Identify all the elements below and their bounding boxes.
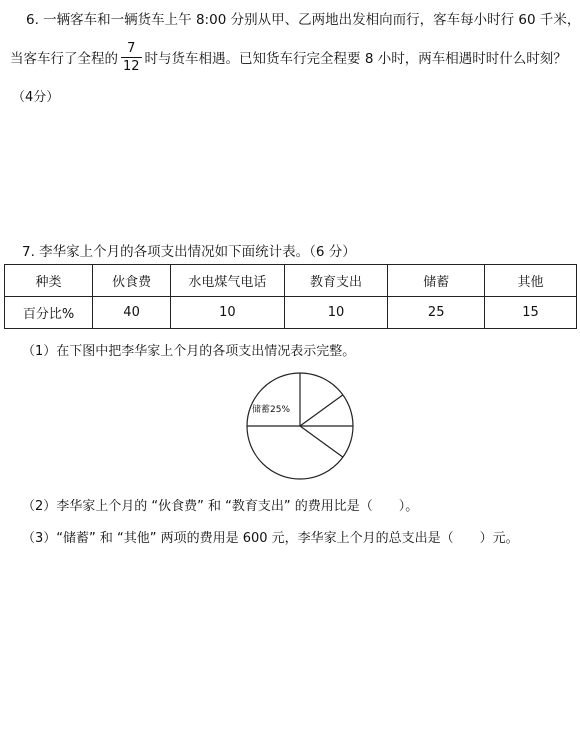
table-header-cell: 种类 bbox=[5, 265, 93, 297]
q6-text-line2 bbox=[10, 36, 567, 78]
table-cell: 25 bbox=[388, 297, 485, 329]
q7-part3: （3）“储蓄” 和 “其他” 两项的费用是 600 元，李华家上个月的总支出是（ ）元。 bbox=[22, 531, 519, 546]
q6-text-before-fraction: 当客车行了全程的 bbox=[10, 51, 118, 67]
q6-text-line1: 6. 一辆客车和一辆货车上午 8:00 分别从甲、乙两地出发相向而行，客车每小时行 60 千米， bbox=[26, 12, 580, 28]
pie-slice-boundary bbox=[300, 426, 343, 457]
table-cell: 40 bbox=[93, 297, 171, 329]
table-header-cell: 储蓄 bbox=[388, 265, 485, 297]
q6-score: （4分） bbox=[12, 90, 60, 105]
q7-part2: （2）李华家上个月的 “伙食费” 和 “教育支出” 的费用比是（ ）。 bbox=[22, 499, 419, 514]
q7-title: 7. 李华家上个月的各项支出情况如下面统计表。（6 分） bbox=[22, 244, 356, 260]
table-cell: 10 bbox=[171, 297, 285, 329]
table-cell: 10 bbox=[284, 297, 388, 329]
table-header-cell: 水电煤气电话 bbox=[171, 265, 285, 297]
table-header-row bbox=[5, 265, 577, 297]
table-cell: 15 bbox=[485, 297, 577, 329]
table-header-cell: 伙食费 bbox=[93, 265, 171, 297]
q7-part1: （1）在下图中把李华家上个月的各项支出情况表示完整。 bbox=[22, 344, 356, 359]
fraction-numerator: 7 bbox=[127, 40, 136, 56]
table-row bbox=[5, 297, 577, 329]
pie-slice-boundary bbox=[300, 395, 343, 426]
fraction-seven-twelfths bbox=[121, 42, 142, 73]
fraction-denominator: 12 bbox=[123, 58, 140, 74]
pie-slice-label: 储蓄25% bbox=[252, 405, 291, 415]
table-cell: 百分比% bbox=[5, 297, 93, 329]
table-header-cell: 其他 bbox=[485, 265, 577, 297]
table-header-cell: 教育支出 bbox=[284, 265, 388, 297]
expense-table bbox=[4, 264, 577, 329]
pie-chart bbox=[244, 370, 356, 482]
q6-text-after-fraction: 时与货车相遇。已知货车行完全程要 8 小时，两车相遇时时什么时刻？ bbox=[144, 51, 567, 67]
